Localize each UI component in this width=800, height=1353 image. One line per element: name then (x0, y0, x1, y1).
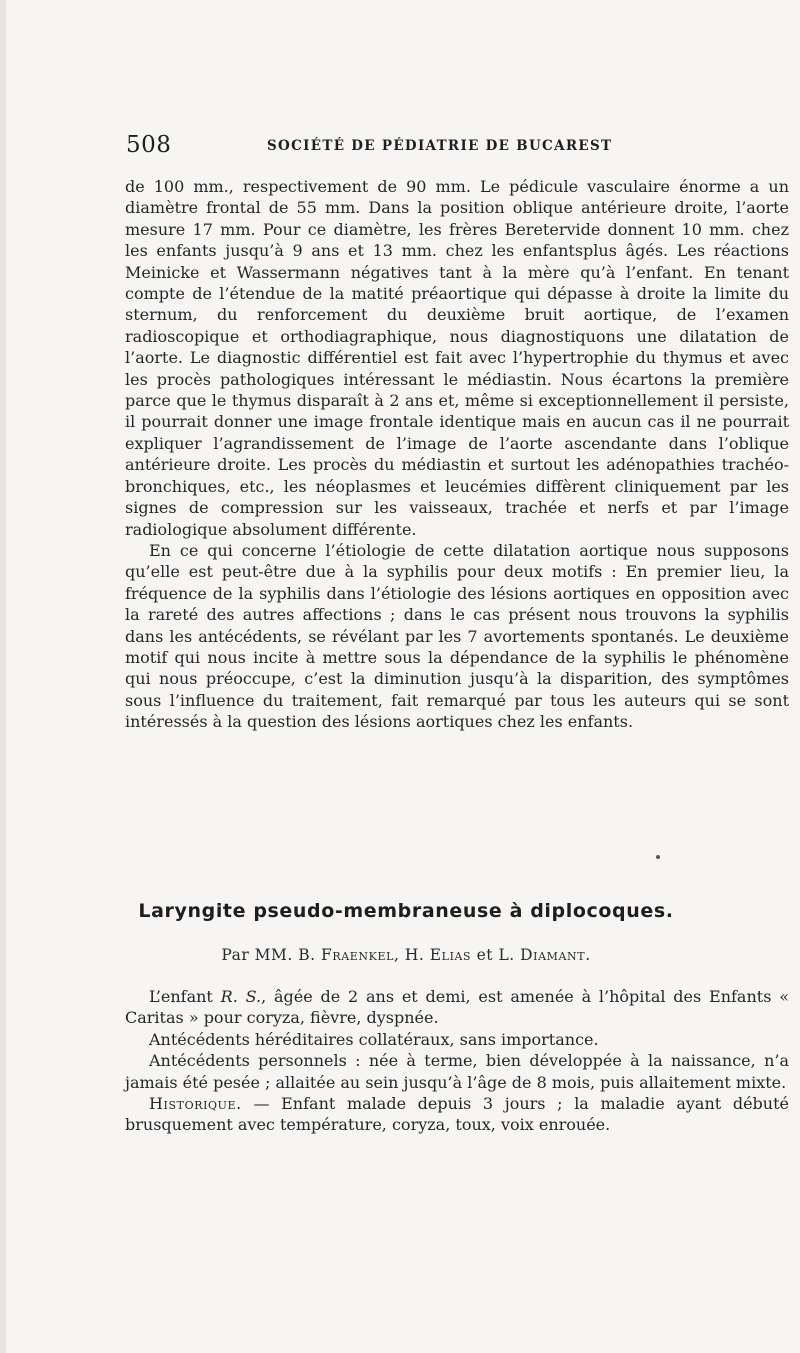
page-header (126, 132, 613, 160)
paragraph: de 100 mm., respectivement de 90 mm. Le pédicule vasculaire énorme a un diamètre frontal de 55 mm. Dans la position oblique antérieure droite, l’aorte mesure 17 mm. Pour ce diamètre, les frères Beretervide donnent 10 mm. chez les enfants jusqu’à 9 ans et 13 mm. chez les enfantsplus âgés. Les réactions Meinicke et Wassermann négatives tant à la mère qu’à l’enfant. En tenant compte de l’étendue de la matité préaortique qui dépasse à droite la limite du sternum, du renforcement du deuxième bruit aortique, de l’examen radioscopique et orthodiagraphique, nous diagnostiquons une dilatation de l’aorte. Le diagnostic différentiel est fait avec l’hypertrophie du thymus et avec les procès pathologiques intéressant le médiastin. Nous écartons la première parce que le thymus disparaît à 2 ans et, même si exceptionnellement il persiste, il pourrait donner une image frontale identique mais en aucun cas il ne pourrait expliquer l’agrandissement de l’image de l’aorte ascendante dans l’oblique antérieure droite. Les procès du médiastin et surtout les adénopathies trachéo-bronchiques, etc., les néoplasmes et leucémies diffèrent cliniquement par les signes de compression sur les vaisseaux, trachée et nerfs et par l’image radiologique absolument différente. (125, 177, 789, 539)
paragraph: Antécédents héréditaires collatéraux, sans importance. (149, 1029, 599, 1049)
ink-speck (656, 855, 660, 859)
author-name: Diamant (520, 946, 586, 964)
patient-initials: R. S. (220, 987, 262, 1006)
authors-end: . (585, 946, 591, 964)
paragraph: Antécédents personnels : née à terme, bien développée à la naissance, n’a jamais été pesée ; allaitée au sein jusqu’à l’âge de 8 mois, puis allaitement mixte. (125, 1051, 789, 1092)
previous-article-text (125, 176, 789, 733)
author-name: Elias (429, 946, 472, 964)
article-authors (6, 946, 800, 964)
article-title: Laryngite pseudo-membraneuse à diplocoques. (138, 900, 674, 922)
text: — Enfant malade depuis 3 jours ; la maladie ayant débuté brusquement avec température, coryza, toux, voix enrouée. (125, 1094, 789, 1135)
running-title: SOCIÉTÉ DE PÉDIATRIE DE BUCAREST (267, 138, 613, 154)
authors-prefix: Par MM. B. (221, 946, 322, 964)
paragraph (125, 1093, 789, 1136)
author-name: Fraenkel (321, 946, 395, 964)
text: L’enfant (149, 987, 221, 1006)
paragraph: En ce qui concerne l’étiologie de cette dilatation aortique nous supposons qu’elle est peut-être due à la syphilis pour deux motifs : En premier lieu, la fréquence de la syphilis dans l’étiologie des lésions aortiques en opposition avec la rareté des autres affections ; dans le cas présent nous trouvons la syphilis dans les antécédents, se révélant par les 7 avortements spontanés. Le deuxième motif qui nous incite à mettre sous la dépendance de la syphilis le phénomène qui nous préoccupe, c’est la diminution jusqu’à la disparition, des symptômes sous l’influence du traitement, fait remarqué par tous les auteurs qui se sont intéressés à la question des lésions aortiques chez les enfants. (125, 540, 789, 732)
paragraph (125, 986, 789, 1029)
section-label: Historique. (149, 1094, 242, 1114)
authors-separator: et L. (471, 946, 521, 964)
text: , âgée de 2 ans et demi, est amenée à l’hôpital des Enfants « Caritas » pour coryza, fièvre, dyspnée. (125, 987, 790, 1028)
article-body (125, 986, 789, 1136)
page-number: 508 (126, 132, 172, 158)
authors-separator: , H. (394, 946, 430, 964)
